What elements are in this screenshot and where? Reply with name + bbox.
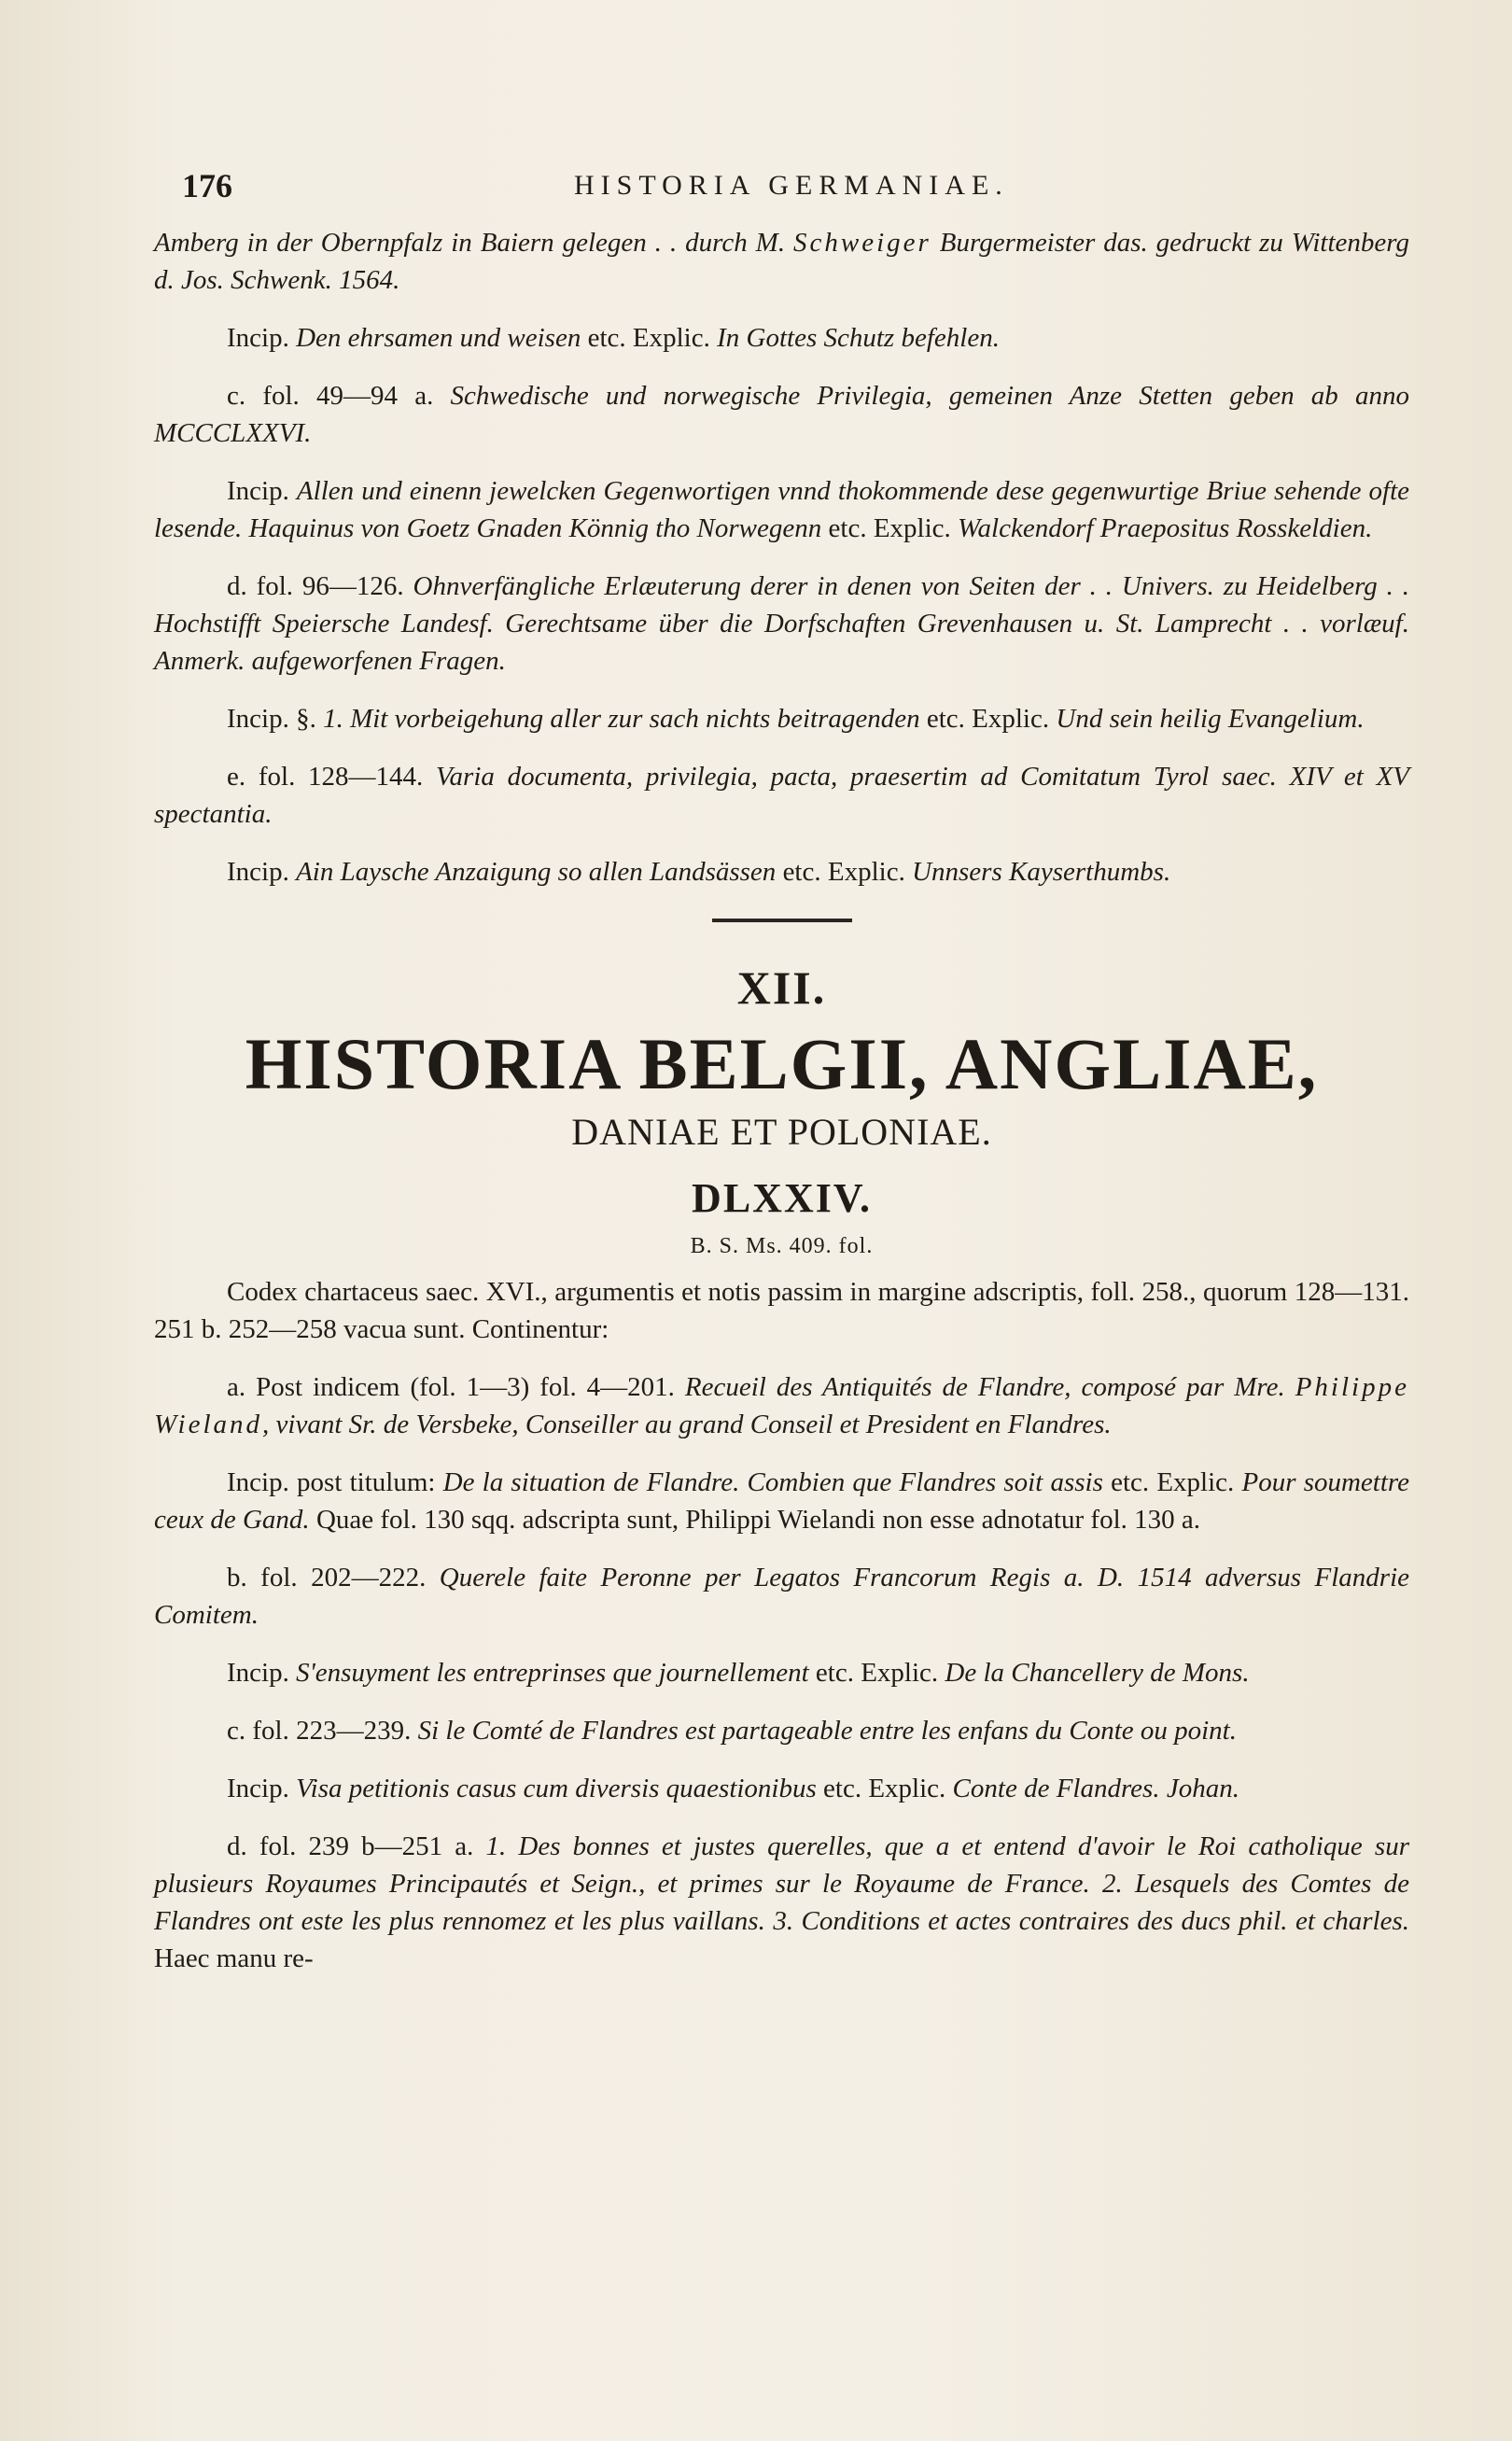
paragraph: b. fol. 202—222. Querele faite Peronne per Legatos Francorum Regis a. D. 1514 adversus Flandrie Comitem. [154, 1563, 1410, 1630]
paragraph: Incip. Visa petitionis casus cum diversis quaestionibus etc. Explic. Conte de Flandres. Johan. [227, 1774, 1239, 1803]
page-content [154, 224, 1409, 1998]
paragraph: Codex chartaceus saec. XVI., argumentis et notis passim in margine adscriptis, foll. 258., quorum 128—131. 251 b. 252—258 vacua sunt. Continentur: [154, 1277, 1409, 1344]
page-number: 176 [182, 167, 232, 204]
section-subtitle: DANIAE ET POLONIAE. [571, 1111, 992, 1153]
paragraph: Incip. Ain Laysche Anzaigung so allen Landsässen etc. Explic. Unnsers Kayserthumbs. [227, 857, 1171, 887]
paragraph: e. fol. 128—144. Varia documenta, privilegia, pacta, praesertim ad Comitatum Tyrol saec. XIV et XV spectantia. [154, 762, 1409, 829]
paragraph: Incip. post titulum: De la situation de Flandre. Combien que Flandres soit assis etc. Explic. Pour soumettre ceux de Gand. Quae fol. 130 sqq. adscripta sunt, Philippi Wielandi non esse adnotatur fol. 130 a. [154, 1467, 1409, 1535]
paragraph: Incip. §. 1. Mit vorbeigehung aller zur sach nichts beitragenden etc. Explic. Und sein heilig Evangelium. [227, 704, 1365, 734]
paragraph: Incip. S'ensuyment les entreprinses que journellement etc. Explic. De la Chancellery de Mons. [227, 1658, 1250, 1688]
section-title: HISTORIA BELGII, ANGLIAE, [245, 1023, 1319, 1104]
paragraph: c. fol. 223—239. Si le Comté de Flandres est partageable entre les enfans du Conte ou point. [227, 1716, 1237, 1746]
paragraph: d. fol. 96—126. Ohnverfängliche Erlæuterung derer in denen von Seiten der . . Univers. zu Heidelberg . . Hochstifft Speiersche Landesf. Gerechtsame über die Dorfschaften Grevenhausen u. St. Lamprecht . . vorlæuf. Anmerk. aufgeworfenen Fragen. [154, 571, 1409, 676]
paragraph: a. Post indicem (fol. 1—3) fol. 4—201. Recueil des Antiquités de Flandre, composé par Mre. Philippe Wieland, vivant Sr. de Versbeke, Conseiller au grand Conseil et President en Flandres. [154, 1372, 1409, 1439]
paragraph: Incip. Den ehrsamen und weisen etc. Explic. In Gottes Schutz befehlen. [227, 323, 1000, 353]
paragraph: Amberg in der Obernpfalz in Baiern gelegen . . durch M. Schweiger Burgermeister das. gedruckt zu Wittenberg d. Jos. Schwenk. 1564. [154, 228, 1409, 295]
paragraph: Incip. Allen und einenn jewelcken Gegenwortigen vnnd thokommende dese gegenwurtige Briue sehende ofte lesende. Haquinus von Goetz Gnaden Könnig tho Norwegenn etc. Explic. Walckendorf Praepositus Rosskeldien. [154, 476, 1409, 543]
page-header [182, 166, 1414, 213]
running-title: HISTORIA GERMANIAE. [574, 170, 1009, 201]
paragraph: d. fol. 239 b—251 a. 1. Des bonnes et justes querelles, que a et entend d'avoir le Roi catholique sur plusieurs Royaumes Principautés et Seign., et primes sur le Royaume de France. 2. Lesquels des Comtes de Flandres ont este les plus rennomez et les plus vaillans. 3. Conditions et actes contraires des ducs phil. et charles. Haec manu re- [154, 1831, 1410, 1973]
codex-number: DLXXIV. [692, 1175, 872, 1221]
section-divider [712, 919, 852, 922]
section-number: XII. [736, 961, 827, 1014]
shelf-signature: B. S. Ms. 409. fol. [690, 1234, 874, 1258]
paragraph: c. fol. 49—94 a. Schwedische und norwegische Privilegia, gemeinen Anze Stetten geben ab anno MCCCLXXVI. [154, 381, 1409, 448]
